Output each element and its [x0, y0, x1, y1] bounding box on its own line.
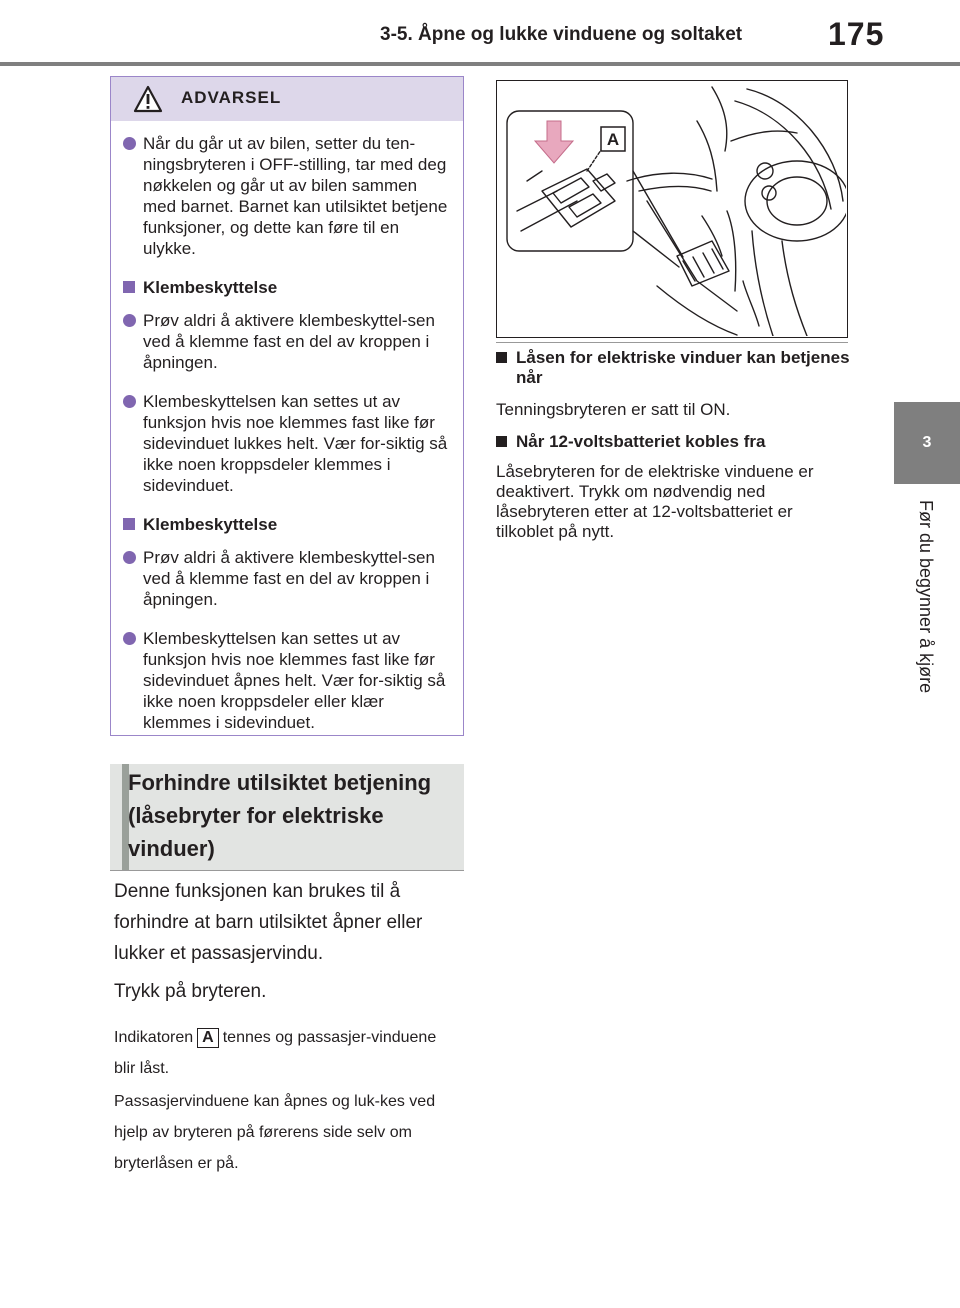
warning-header: [111, 77, 463, 121]
square-bullet-icon: [123, 518, 135, 530]
note-heading-text: Når 12-voltsbatteriet kobles fra: [516, 432, 766, 451]
section-paragraph: Denne funksjonen kan brukes til å forhindre at barn utilsiktet åpner eller lukker et passasjervindu.: [114, 881, 423, 964]
note-heading: [496, 348, 856, 388]
warning-triangle-icon: [133, 85, 163, 113]
warning-bullet: [117, 628, 449, 733]
window-lock-switch-illustration: [496, 80, 848, 338]
subheading-text: Klembeskyttelse: [143, 278, 278, 297]
note-text: Tenningsbryteren er satt til ON.: [496, 400, 731, 419]
bullet-dot-icon: [123, 137, 136, 150]
bullet-text: Prøv aldri å aktivere klembeskyttel-sen ved å klemme fast en del av kroppen i åpningen.: [143, 311, 435, 372]
figure-rule: [496, 342, 848, 343]
bullet-text: Klembeskyttelsen kan settes ut av funksjon hvis noe klemmes fast like før sidevinduet lukkes helt. Vær for-siktig så ikke noen kroppsdeler klemmes i sidevinduet.: [143, 392, 448, 495]
bullet-dot-icon: [123, 314, 136, 327]
square-bullet-icon: [496, 436, 507, 447]
indicator-text-before: Indikatoren: [114, 1029, 194, 1046]
subheading-text: Klembeskyttelse: [143, 515, 278, 534]
square-bullet-icon: [123, 281, 135, 293]
page-number: 175: [828, 16, 885, 52]
indicator-text-after: tennes og passasjer-vinduene blir låst.: [114, 1029, 437, 1077]
bullet-dot-icon: [123, 632, 136, 645]
note-heading-text: Låsen for elektriske vinduer kan betjenes når: [516, 348, 850, 387]
chapter-title: Før du begynner å kjøre: [916, 500, 936, 694]
chapter-tab: 3: [894, 402, 960, 484]
callout-a-text: A: [606, 130, 620, 149]
subheading: [117, 514, 449, 535]
callout-a-label: A: [197, 1028, 219, 1048]
note-text: Låsebryteren for de elektriske vinduene er deaktivert. Trykk om nødvendig ned låsebryteren etter at 12-voltsbatteriet er tilkoblet på nytt.: [496, 462, 814, 541]
bullet-dot-icon: [123, 551, 136, 564]
running-header: 3-5. Åpne og lukke vinduene og soltaket: [380, 24, 743, 45]
warning-bullet: [117, 133, 449, 259]
indicator-paragraph: [114, 1022, 444, 1084]
section-instruction: Trykk på bryteren.: [114, 981, 267, 1002]
subheading: [117, 277, 449, 298]
warning-bullet: [117, 391, 449, 496]
warning-box: [110, 76, 464, 736]
bullet-dot-icon: [123, 395, 136, 408]
dashboard-illustration: [497, 81, 846, 336]
section-paragraph: Passasjervinduene kan åpnes og luk-kes ved hjelp av bryteren på førerens side selv om bryterlåsen er på.: [114, 1093, 436, 1172]
section-title: Forhindre utilsiktet betjening (låsebryter for elektriske vinduer): [128, 770, 432, 861]
bullet-text: Prøv aldri å aktivere klembeskyttel-sen ved å klemme fast en del av kroppen i åpningen.: [143, 548, 435, 609]
warning-title: ADVARSEL: [181, 88, 282, 107]
note-heading: [496, 432, 856, 452]
press-arrow-icon: [535, 121, 573, 163]
bullet-text: Klembeskyttelsen kan settes ut av funksjon hvis noe klemmes fast like før sidevinduet åpnes helt. Vær for-siktig så ikke noen kroppsdeler eller klær klemmes i sidevinduet.: [143, 629, 446, 732]
warning-intro: Når du går ut av bilen, setter du ten-ningsbryteren i OFF-stilling, tar med deg nøkkelen og går ut av bilen sammen med barnet. Barnet kan utilsiktet betjene funksjoner, og dette kan føre til en ulykke.: [143, 134, 448, 258]
warning-bullet: [117, 547, 449, 610]
square-bullet-icon: [496, 352, 507, 363]
header-rule: [0, 62, 960, 66]
warning-bullet: [117, 310, 449, 373]
